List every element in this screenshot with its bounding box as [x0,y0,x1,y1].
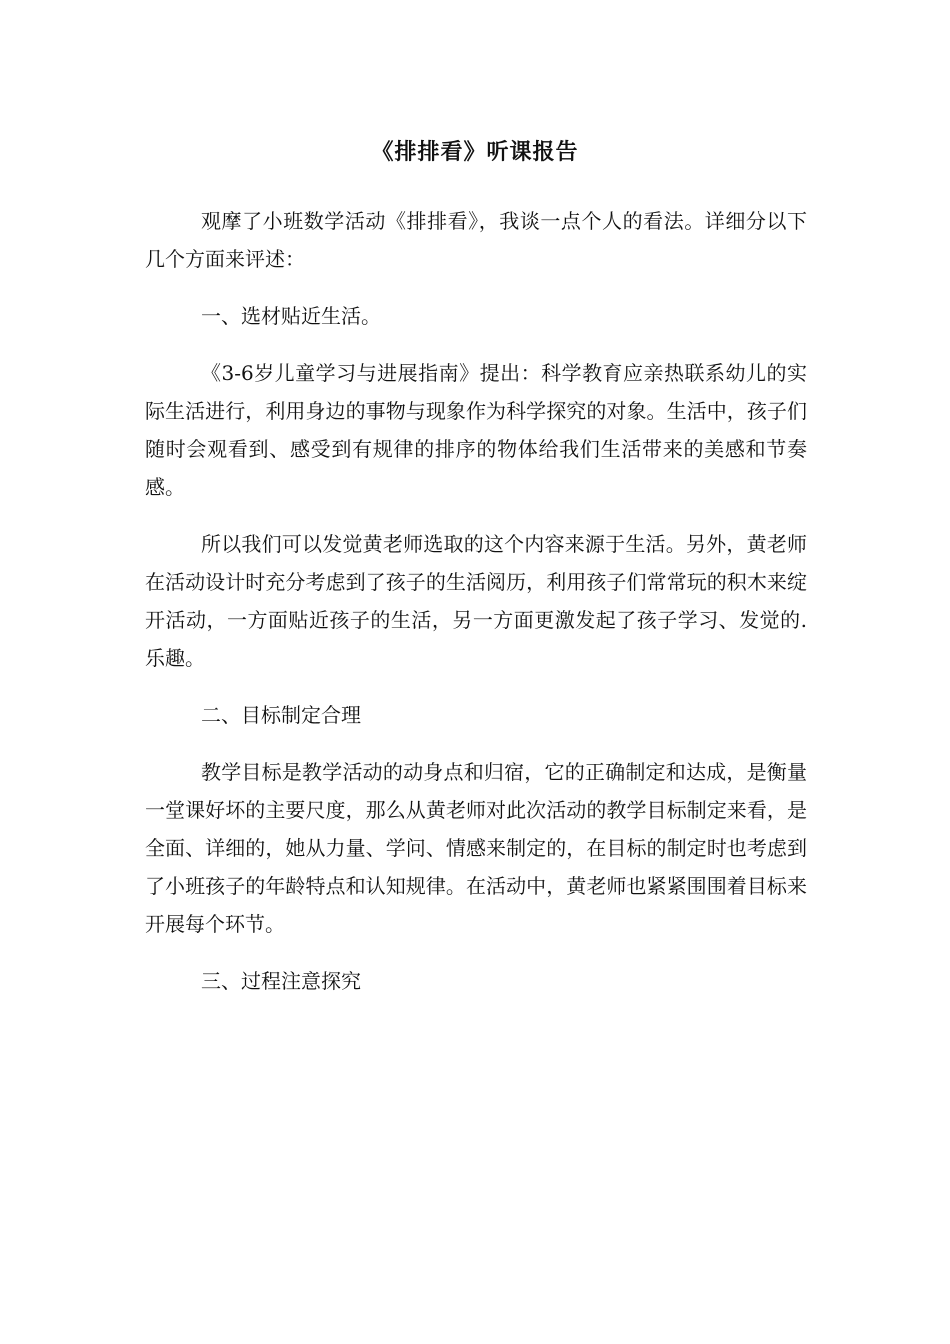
section-1-paragraph-2: 所以我们可以发觉黄老师选取的这个内容来源于生活。另外，黄老师在活动设计时充分考虑到了孩子的生活阅历，利用孩子们常常玩的积木来绽开活动，一方面贴近孩子的生活，另一方面更激发起了孩子学习、发觉的.乐趣。 [145,532,807,670]
section-heading-3: 三、过程注意探究 [201,969,361,993]
document-body [145,202,807,1019]
page-title: 《排排看》听课报告 [371,139,579,165]
section-heading-2: 二、目标制定合理 [201,703,361,727]
section-2-paragraph-1: 教学目标是教学活动的动身点和归宿，它的正确制定和达成，是衡量一堂课好坏的主要尺度，那么从黄老师对此次活动的教学目标制定来看，是全面、详细的，她从力量、学问、情感来制定的，在目标的制定时也考虑到了小班孩子的年龄特点和认知规律。在活动中，黄老师也紧紧围围着目标来开展每个环节。 [145,760,807,936]
section-heading-1: 一、选材贴近生活。 [201,304,381,328]
intro-paragraph: 观摩了小班数学活动《排排看》，我谈一点个人的看法。详细分以下几个方面来评述： [145,209,807,271]
section-1-paragraph-1: 《3-6岁儿童学习与进展指南》提出：科学教育应亲热联系幼儿的实际生活进行，利用身边的事物与现象作为科学探究的对象。生活中，孩子们随时会观看到、感受到有规律的排序的物体给我们生活带来的美感和节奏感。 [145,361,807,499]
